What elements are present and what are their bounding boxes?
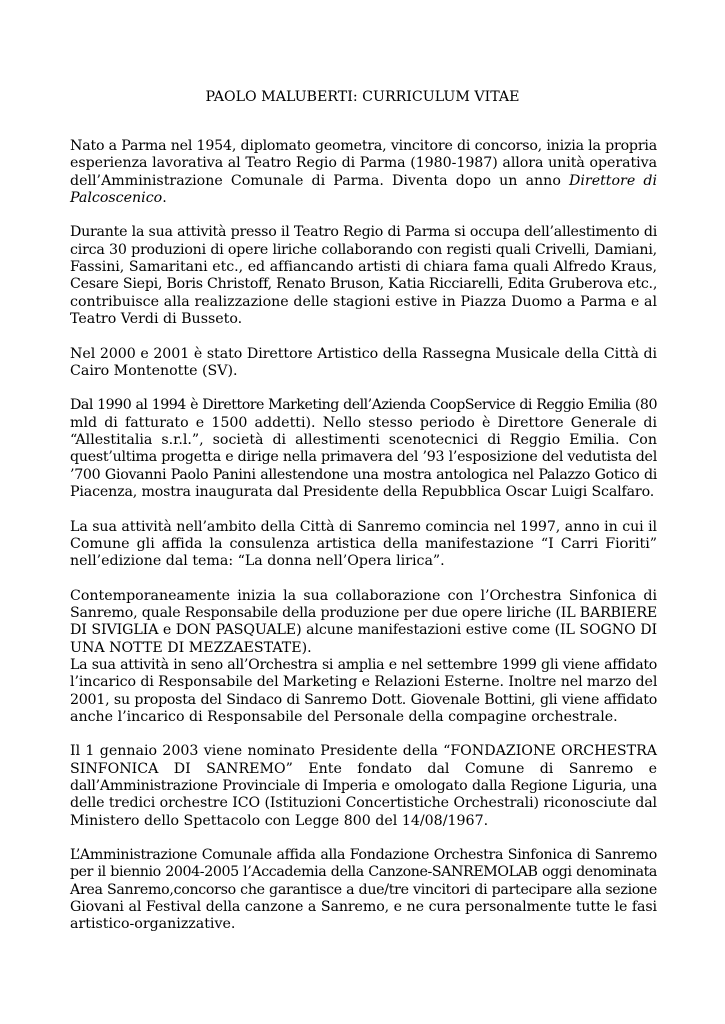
text-line: Cairo Montenotte (SV). — [70, 362, 238, 379]
text-line: Sanremo, quale Responsabile della produzione per due opere liriche (IL BARBIERE — [70, 605, 657, 622]
text-line: l’incarico di Responsabile del Marketing e Relazioni Esterne. Inoltre nel marzo del — [70, 674, 658, 691]
paragraph-intro — [70, 138, 657, 207]
text-line: Durante la sua attività presso il Teatro Regio di Parma si occupa dell’allestimento di — [70, 224, 657, 241]
text-line: nell’edizione dal tema: “La donna nell’Opera lirica”. — [70, 553, 445, 570]
text-line: artistico-organizzative. — [70, 916, 236, 933]
text-line: UNA NOTTE DI MEZZAESTATE). — [70, 639, 312, 656]
document-body — [70, 138, 657, 951]
paragraph-cairo — [70, 346, 657, 381]
document-title: PAOLO MALUBERTI: CURRICULUM VITAE — [205, 89, 520, 105]
text-line: Comune gli affida la consulenza artistica della manifestazione “I Carri Fioriti” — [70, 535, 657, 552]
text-line: “Allestitalia s.r.l.”, società di allestimenti scenotecnici di Reggio Emilia. Con — [70, 432, 657, 449]
text-line: 2001, su proposta del Sindaco di Sanremo Dott. Giovenale Bottini, gli viene affidato — [70, 691, 657, 708]
paragraph-orchestra-collaboration — [70, 588, 657, 657]
text-line: La sua attività nell’ambito della Città di Sanremo comincia nel 1997, anno in cui il — [70, 518, 657, 535]
text-line: SINFONICA DI SANREMO” Ente fondato dal Comune di Sanremo e — [70, 760, 657, 777]
text-line — [70, 190, 657, 207]
text-line: Area Sanremo,concorso che garantisce a due/tre vincitori di partecipare alla sezione — [70, 881, 657, 898]
text-line: DI SIVIGLIA e DON PASQUALE) alcune manifestazioni estive come (IL SOGNO DI — [70, 622, 657, 639]
text-line: ’700 Giovanni Paolo Panini allestendone una mostra antologica nel Palazzo Gotico di — [70, 466, 657, 483]
italic-text: Direttore di — [569, 172, 657, 189]
text-line: mld di fatturato e 1500 addetti). Nello stesso periodo è Direttore Generale di — [70, 414, 657, 431]
text-line — [70, 173, 657, 190]
paragraph-coopservice — [70, 397, 657, 501]
text-line: per il biennio 2004-2005 l’Accademia della Canzone-SANREMOLAB oggi denominata — [70, 864, 657, 881]
text-line: Cesare Siepi, Boris Christoff, Renato Bruson, Katia Ricciarelli, Edita Gruberova etc., — [70, 276, 658, 293]
paragraph-fondazione — [70, 743, 657, 829]
text-line: contribuisce alla realizzazione delle stagioni estive in Piazza Duomo a Parma e al — [70, 293, 657, 310]
text-line: La sua attività in seno all’Orchestra si amplia e nel settembre 1999 gli viene affidato — [70, 656, 657, 673]
paragraph-sanremo — [70, 519, 657, 571]
text-line: circa 30 produzioni di opere liriche collaborando con registi quali Crivelli, Damiani, — [70, 241, 657, 258]
text-line: Dal 1990 al 1994 è Direttore Marketing dell’Azienda CoopService di Reggio Emilia (80 — [70, 397, 657, 414]
text-line: esperienza lavorativa al Teatro Regio di Parma (1980-1987) allora unità operativa — [70, 155, 657, 172]
paragraph-sanremolab — [70, 847, 657, 933]
text-line: L’Amministrazione Comunale affida alla Fondazione Orchestra Sinfonica di Sanremo — [70, 847, 657, 864]
text-line: Giovani al Festival della canzone a Sanremo, e ne cura personalmente tutte le fasi — [70, 899, 657, 916]
text-line: delle tredici orchestre ICO (Istituzioni Concertistiche Orchestrali) riconosciute dal — [70, 795, 657, 812]
text-line: Fassini, Samaritani etc., ed affiancando artisti di chiara fama quali Alfredo Kraus, — [70, 259, 657, 276]
text-line: Contemporaneamente inizia la sua collaborazione con l’Orchestra Sinfonica di — [70, 587, 657, 604]
text-fragment: dell’Amministrazione Comunale di Parma. Diventa dopo un anno — [70, 172, 570, 189]
text-line: Nato a Parma nel 1954, diplomato geometra, vincitore di concorso, inizia la propria — [70, 138, 657, 154]
text-fragment: . — [162, 189, 167, 206]
text-line: Il 1 gennaio 2003 viene nominato Presidente della “FONDAZIONE ORCHESTRA — [70, 743, 657, 760]
text-line: quest’ultima progetta e dirige nella primavera del ’93 l’esposizione del vedutista del — [70, 449, 657, 466]
italic-text: Palcoscenico — [70, 189, 163, 206]
paragraph-teatro-regio — [70, 224, 657, 328]
text-line: dall’Amministrazione Provinciale di Imperia e omologato dalla Regione Liguria, una — [70, 777, 657, 794]
text-line: Teatro Verdi di Busseto. — [70, 310, 243, 327]
text-line: Ministero dello Spettacolo con Legge 800 del 14/08/1967. — [70, 812, 489, 829]
text-line: Nel 2000 e 2001 è stato Direttore Artistico della Rassegna Musicale della Città di — [70, 345, 657, 362]
text-line: anche l’incarico di Responsabile del Personale della compagine orchestrale. — [70, 708, 618, 725]
text-line: Piacenza, mostra inaugurata dal Presidente della Repubblica Oscar Luigi Scalfaro. — [70, 483, 655, 500]
paragraph-orchestra-roles — [70, 657, 657, 726]
